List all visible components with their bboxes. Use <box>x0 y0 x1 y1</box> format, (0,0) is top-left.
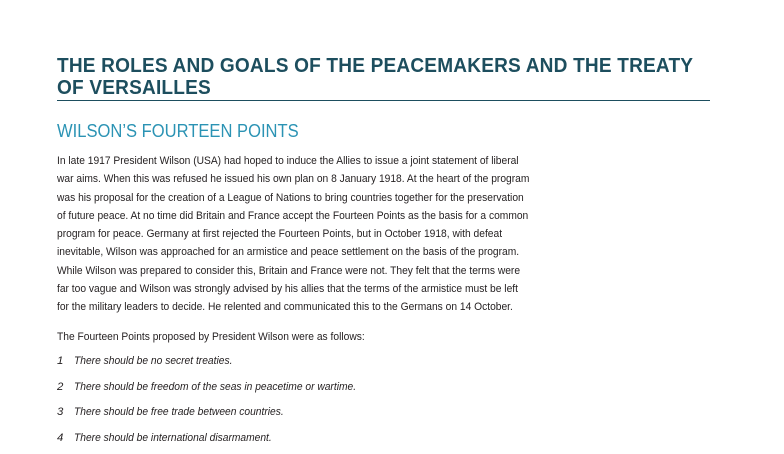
point-number: 4 <box>57 431 64 444</box>
point-text: There should be free trade between countries. <box>74 406 284 418</box>
point-text: There should be freedom of the seas in peacetime or wartime. <box>74 380 357 393</box>
paragraph-line: In late 1917 President Wilson (USA) had hoped to induce the Allies to issue a joint statement of liberal <box>57 155 519 167</box>
document-page <box>57 54 712 444</box>
paragraph-line: war aims. When this was refused he issued his own plan on 8 January 1918. At the heart of the program <box>57 173 530 186</box>
paragraph-line: for the military leaders to decide. He relented and communicated this to the Germans on 14 October. <box>57 301 513 314</box>
section-heading: WILSON’S FOURTEEN POINTS <box>57 121 299 141</box>
paragraph-line: While Wilson was prepared to consider this, Britain and France were not. They felt that the terms were <box>57 264 521 277</box>
point-number: 2 <box>57 380 64 393</box>
body-paragraph <box>57 152 637 317</box>
point-text: There should be no secret treaties. <box>74 355 233 367</box>
paragraph-line: far too vague and Wilson was strongly advised by his allies that the terms of the armistice must be left <box>57 283 518 296</box>
chapter-title-line-2: OF VERSAILLES <box>57 76 211 99</box>
point-number: 3 <box>57 406 64 418</box>
title-divider <box>57 100 710 101</box>
paragraph-line: program for peace. Germany at first rejected the Fourteen Points, but in October 1918, with defeat <box>57 228 503 241</box>
paragraph-line: was his proposal for the creation of a League of Nations to bring countries together for the preservation <box>57 191 524 204</box>
points-intro: The Fourteen Points proposed by President Wilson were as follows: <box>57 331 365 343</box>
chapter-title-line-1: THE ROLES AND GOALS OF THE PEACEMAKERS AND THE TREATY <box>57 54 694 77</box>
chapter-title <box>57 55 708 99</box>
point-text: There should be international disarmament. <box>74 431 272 444</box>
point-number: 1 <box>57 355 64 367</box>
paragraph-line: inevitable, Wilson was approached for an armistice and peace settlement on the basis of the program. <box>57 246 520 259</box>
paragraph-line: of future peace. At no time did Britain and France accept the Fourteen Points as the basis for a common <box>57 209 529 222</box>
